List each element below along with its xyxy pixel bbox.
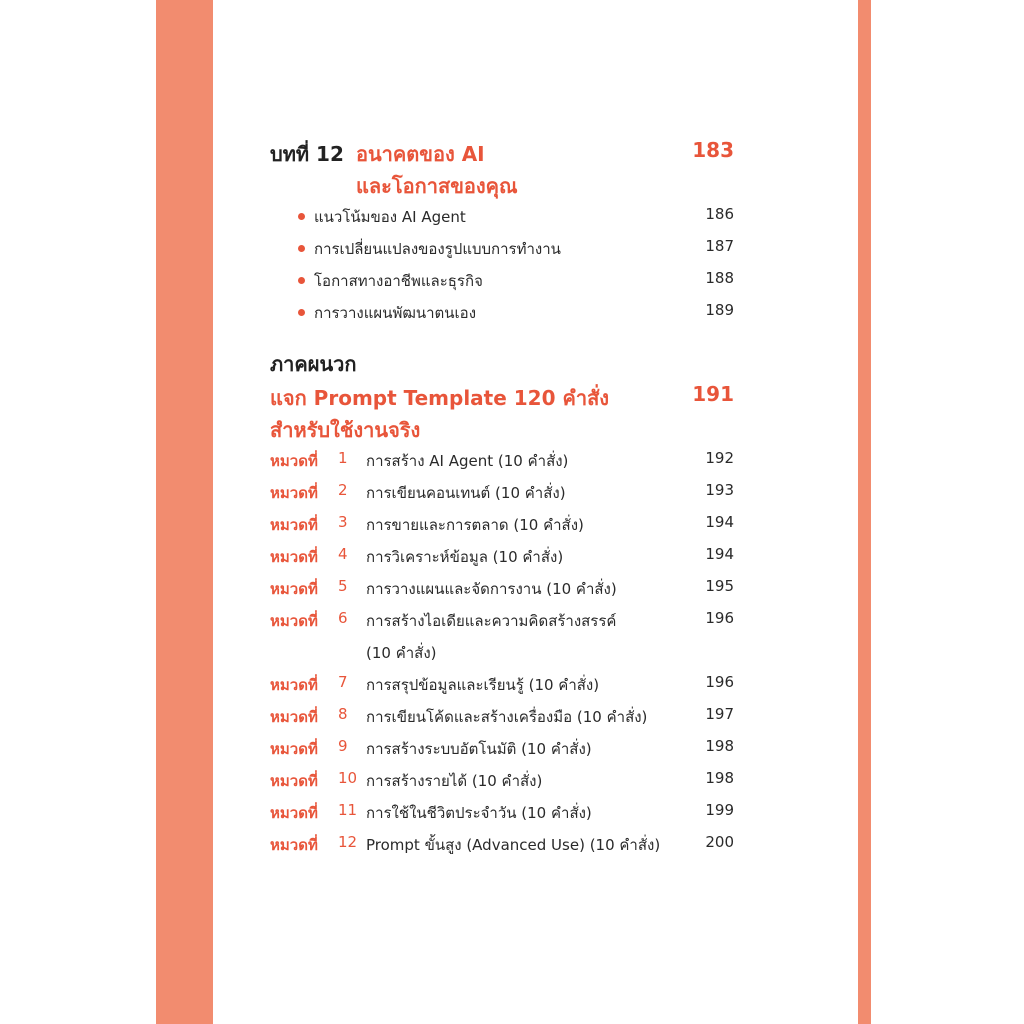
chapter-item-3: โอกาสทางอาชีพและธุรกิจ [314, 272, 483, 290]
category-number: 5 [338, 577, 348, 595]
category-label: หมวดที่ [270, 708, 318, 726]
right-color-band [858, 0, 871, 1024]
appendix-title-line2: สำหรับใช้งานจริง [270, 418, 421, 442]
appendix-page-number: 191 [692, 382, 734, 406]
category-label: หมวดที่ [270, 836, 318, 854]
category-number: 3 [338, 513, 348, 531]
category-title: การสรุปข้อมูลและเรียนรู้ (10 คำสั่ง) [366, 676, 600, 694]
chapter-item-3-page: 188 [705, 269, 734, 287]
category-label: หมวดที่ [270, 676, 318, 694]
category-title-continued: (10 คำสั่ง) [366, 644, 437, 662]
chapter-item-4: การวางแผนพัฒนาตนเอง [314, 304, 477, 322]
category-title: การเขียนคอนเทนต์ (10 คำสั่ง) [366, 484, 566, 502]
category-number: 8 [338, 705, 348, 723]
category-number: 1 [338, 449, 348, 467]
category-label: หมวดที่ [270, 484, 318, 502]
category-page: 199 [705, 801, 734, 819]
chapter-title-line1: อนาคตของ AI [356, 142, 485, 166]
chapter-item-1-page: 186 [705, 205, 734, 223]
category-page: 200 [705, 833, 734, 851]
category-page: 194 [705, 545, 734, 563]
left-color-band [156, 0, 213, 1024]
category-label: หมวดที่ [270, 516, 318, 534]
category-title: การสร้างระบบอัตโนมัติ (10 คำสั่ง) [366, 740, 592, 758]
category-page: 195 [705, 577, 734, 595]
category-title: การสร้าง AI Agent (10 คำสั่ง) [366, 452, 569, 470]
category-number: 4 [338, 545, 348, 563]
category-title: การวิเคราะห์ข้อมูล (10 คำสั่ง) [366, 548, 564, 566]
category-number: 10 [338, 769, 358, 787]
category-title: การใช้ในชีวิตประจำวัน (10 คำสั่ง) [366, 804, 592, 822]
category-title: การวางแผนและจัดการงาน (10 คำสั่ง) [366, 580, 617, 598]
category-page: 196 [705, 673, 734, 691]
category-title: การเขียนโค้ดและสร้างเครื่องมือ (10 คำสั่ง) [366, 708, 648, 726]
bullet-icon [298, 309, 305, 316]
category-title: การขายและการตลาด (10 คำสั่ง) [366, 516, 584, 534]
chapter-item-2: การเปลี่ยนแปลงของรูปแบบการทำงาน [314, 240, 561, 258]
category-page: 196 [705, 609, 734, 627]
category-label: หมวดที่ [270, 580, 318, 598]
category-label: หมวดที่ [270, 612, 318, 630]
bullet-icon [298, 245, 305, 252]
category-number: 12 [338, 833, 358, 851]
category-label: หมวดที่ [270, 772, 318, 790]
chapter-page-number: 183 [692, 138, 734, 162]
category-label: หมวดที่ [270, 452, 318, 470]
category-number: 2 [338, 481, 348, 499]
category-label: หมวดที่ [270, 740, 318, 758]
category-label: หมวดที่ [270, 804, 318, 822]
category-page: 198 [705, 769, 734, 787]
chapter-item-4-page: 189 [705, 301, 734, 319]
bullet-icon [298, 277, 305, 284]
chapter-label: บทที่ 12 [270, 142, 344, 166]
category-title: Prompt ขั้นสูง (Advanced Use) (10 คำสั่ง) [366, 836, 661, 854]
chapter-title-line2: และโอกาสของคุณ [356, 174, 518, 198]
bullet-icon [298, 213, 305, 220]
category-number: 7 [338, 673, 348, 691]
category-number: 6 [338, 609, 348, 627]
category-number: 11 [338, 801, 358, 819]
category-title: การสร้างไอเดียและความคิดสร้างสรรค์ [366, 612, 617, 630]
category-page: 197 [705, 705, 734, 723]
category-title: การสร้างรายได้ (10 คำสั่ง) [366, 772, 543, 790]
chapter-item-1: แนวโน้มของ AI Agent [314, 208, 466, 226]
category-number: 9 [338, 737, 348, 755]
chapter-item-2-page: 187 [705, 237, 734, 255]
category-page: 193 [705, 481, 734, 499]
category-page: 194 [705, 513, 734, 531]
category-label: หมวดที่ [270, 548, 318, 566]
category-page: 198 [705, 737, 734, 755]
category-page: 192 [705, 449, 734, 467]
table-of-contents-page [270, 0, 734, 1024]
appendix-title-line1: แจก Prompt Template 120 คำสั่ง [270, 386, 610, 410]
appendix-heading: ภาคผนวก [270, 352, 357, 376]
